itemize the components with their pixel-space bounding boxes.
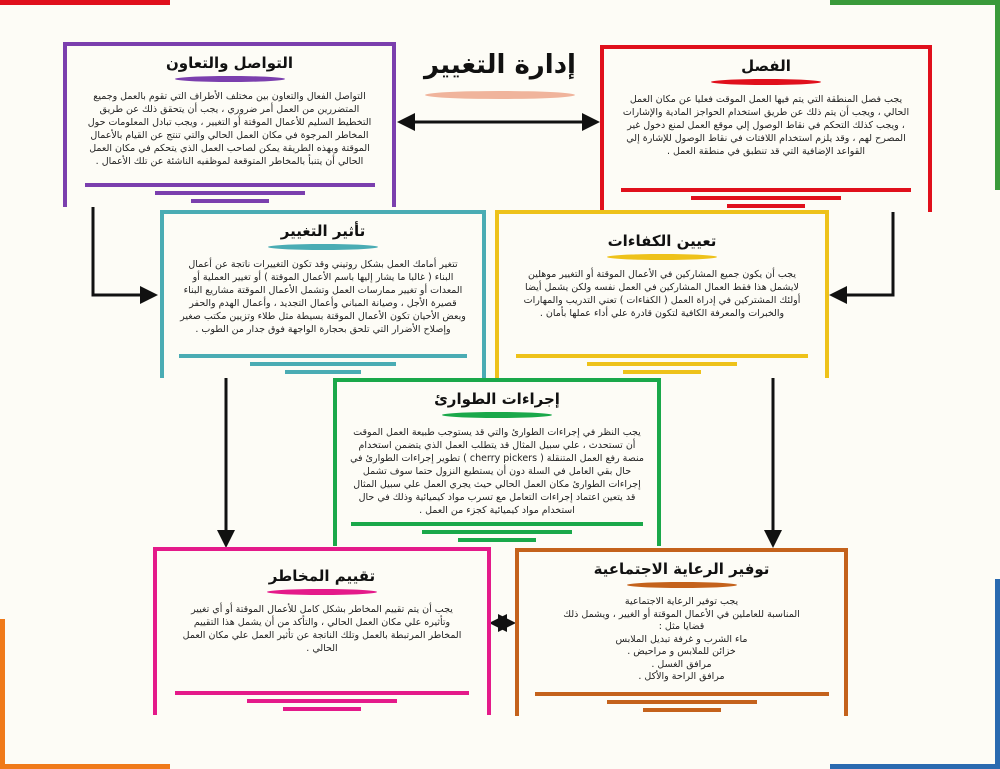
decorative-bars: [337, 518, 657, 542]
box-title: الفصل: [741, 57, 791, 75]
box-competence: [495, 210, 829, 378]
decorative-bars: [157, 687, 487, 711]
box-risk: [153, 547, 491, 715]
page-title: إدارة التغيير: [424, 50, 576, 80]
box-text: يجب أن يكون جميع المشاركين في الأعمال الموقتة أو التغيير موهلين لايشمل هذا فقط العمال المشاركين في العمل نفسه ولكن يشمل أيضا أولئك المشتركين في إدراة العمل ( الكفاءات ) تعني التدريب والمهارات والخبرات والمعرفة الكافية لتكون قادرة علي أداء عملها بأمان .: [523, 269, 801, 319]
box-title: تأثير التغيير: [280, 222, 366, 240]
box-communication: [63, 42, 396, 207]
box-text: يجب توفير الرعاية الاجتماعية المناسبة للعاملين في الأعمال الموقتة أو الغيير ، ويشمل ذلك قضايا مثل : ماء الشرب و غرفة تبديل الملابس خزائن للملابس و مراحيض . مرافق الغسل . مرافق الراحة والأكل .: [563, 596, 800, 682]
title-underline: [267, 589, 377, 595]
box-text: يجب النظر في إجراءات الطوارئ والتي قد يستوجب طبيعة العمل الموقت أن تستحدث ، علي سبيل المثال قد يتطلب العمل الذي يتضمن استخدام منصة رفع العمل المتنقلة ( cherry pickers ) تطوير إجراءات الطوارئ في حال بقي العامل في السلة دون أن يستطيع النزول حتما سوف تشمل إجراءات الطوارئ مكان العمل الحالي حيث يجري العمل علي سبيل المثال قد يتعين اعتماد إجراءات التعامل مع تسرب مواد كيميائية وذلك في حال استخدام مواد كيميائية كجزء من العمل .: [350, 427, 644, 516]
box-welfare: [515, 548, 848, 716]
box-impact: [160, 210, 486, 378]
box-text: التواصل الفعال والتعاون بين مختلف الأطراف التي تقوم بالعمل وجميع المتضررين من العمل أمر ضروري ، يجب أن يتحقق ذلك عن طريق التخطيط السليم للأعمال الموقتة أو التغيير ، ويجب تبادل المعلومات حول المخاطر المرجوة في مكان العمل الحالي والتي تنتج عن القيام بالأعمال الموقتة وبهذه الطريقة يمكن لصاحب العمل الذي يتحكم في مكان العمل الحالي أن يتنبأ بالمخاطر المتوقعة لموظفيه الناشئة عن تلك الأعمال .: [87, 91, 372, 167]
box-separation: [600, 45, 932, 212]
box-title: تعيين الكفاءات: [607, 232, 717, 250]
box-title: التواصل والتعاون: [166, 54, 293, 72]
box-emergency: [333, 378, 661, 546]
box-title: توفير الرعاية الاجتماعية: [593, 560, 770, 578]
decorative-bars: [604, 184, 928, 208]
box-text: يجب أن يتم تقييم المخاطر بشكل كامل للأعمال الموقتة أو أي تغيير وتأثيره علي مكان العمل الحالي ، والتأكد من أن يشمل هذا التقييم المخاطر المرتبطة بالعمل وتلك الناتجة عن تأثير العمل علي مكان العمل الحالي .: [182, 604, 462, 654]
decorative-bars: [67, 179, 392, 203]
title-underline: [627, 582, 737, 588]
box-text: تتغير أمامك العمل بشكل روتيني وقد تكون التغييرات ناتجة عن أعمال البناء ( غالبا ما يشار إليها باسم الأعمال الموقتة ) أو تغيير العملية أو المعدات أو تغيير ممارسات العمل وتشمل الأعمال الموقتة مشاريع البناء قصيرة الأجل ، وصيانة المباني وأعمال التجديد ، وأعمال الهدم والحفر وبعض الأحيان تكون الأعمال الموقتة بسيطة مثل طلاء وتزيين مكتب صغير وإصلاح الأضرار التي تلحق بحجارة الواجهة فوق جدار من الطوب .: [180, 259, 466, 335]
decorative-bars: [164, 350, 482, 374]
box-title: تقييم المخاطر: [268, 567, 376, 585]
decorative-bars: [499, 350, 825, 374]
title-underline: [442, 412, 552, 418]
title-underline: [175, 76, 285, 82]
title-underline: [711, 79, 821, 85]
box-title: إجراءات الطوارئ: [434, 390, 560, 408]
box-text: يجب فصل المنطقة التي يتم فيها العمل الموقت فعليا عن مكان العمل الحالي ، ويجب أن يتم ذلك عن طريق استخدام الحواجز المادية والإشارات ، ويجب كذلك التحكم في نقاط الوصول إلي موقع العمل لمنع دخول غير المصرح لهم ، وقد يلزم استخدام اللافتات في نقاط الوصول للإشارة إلي القواعد الإضافية التي قد تنطبق في منطقة العمل .: [622, 94, 910, 157]
title-underline: [607, 254, 717, 260]
title-underline: [268, 244, 378, 250]
decorative-bars: [519, 688, 844, 712]
